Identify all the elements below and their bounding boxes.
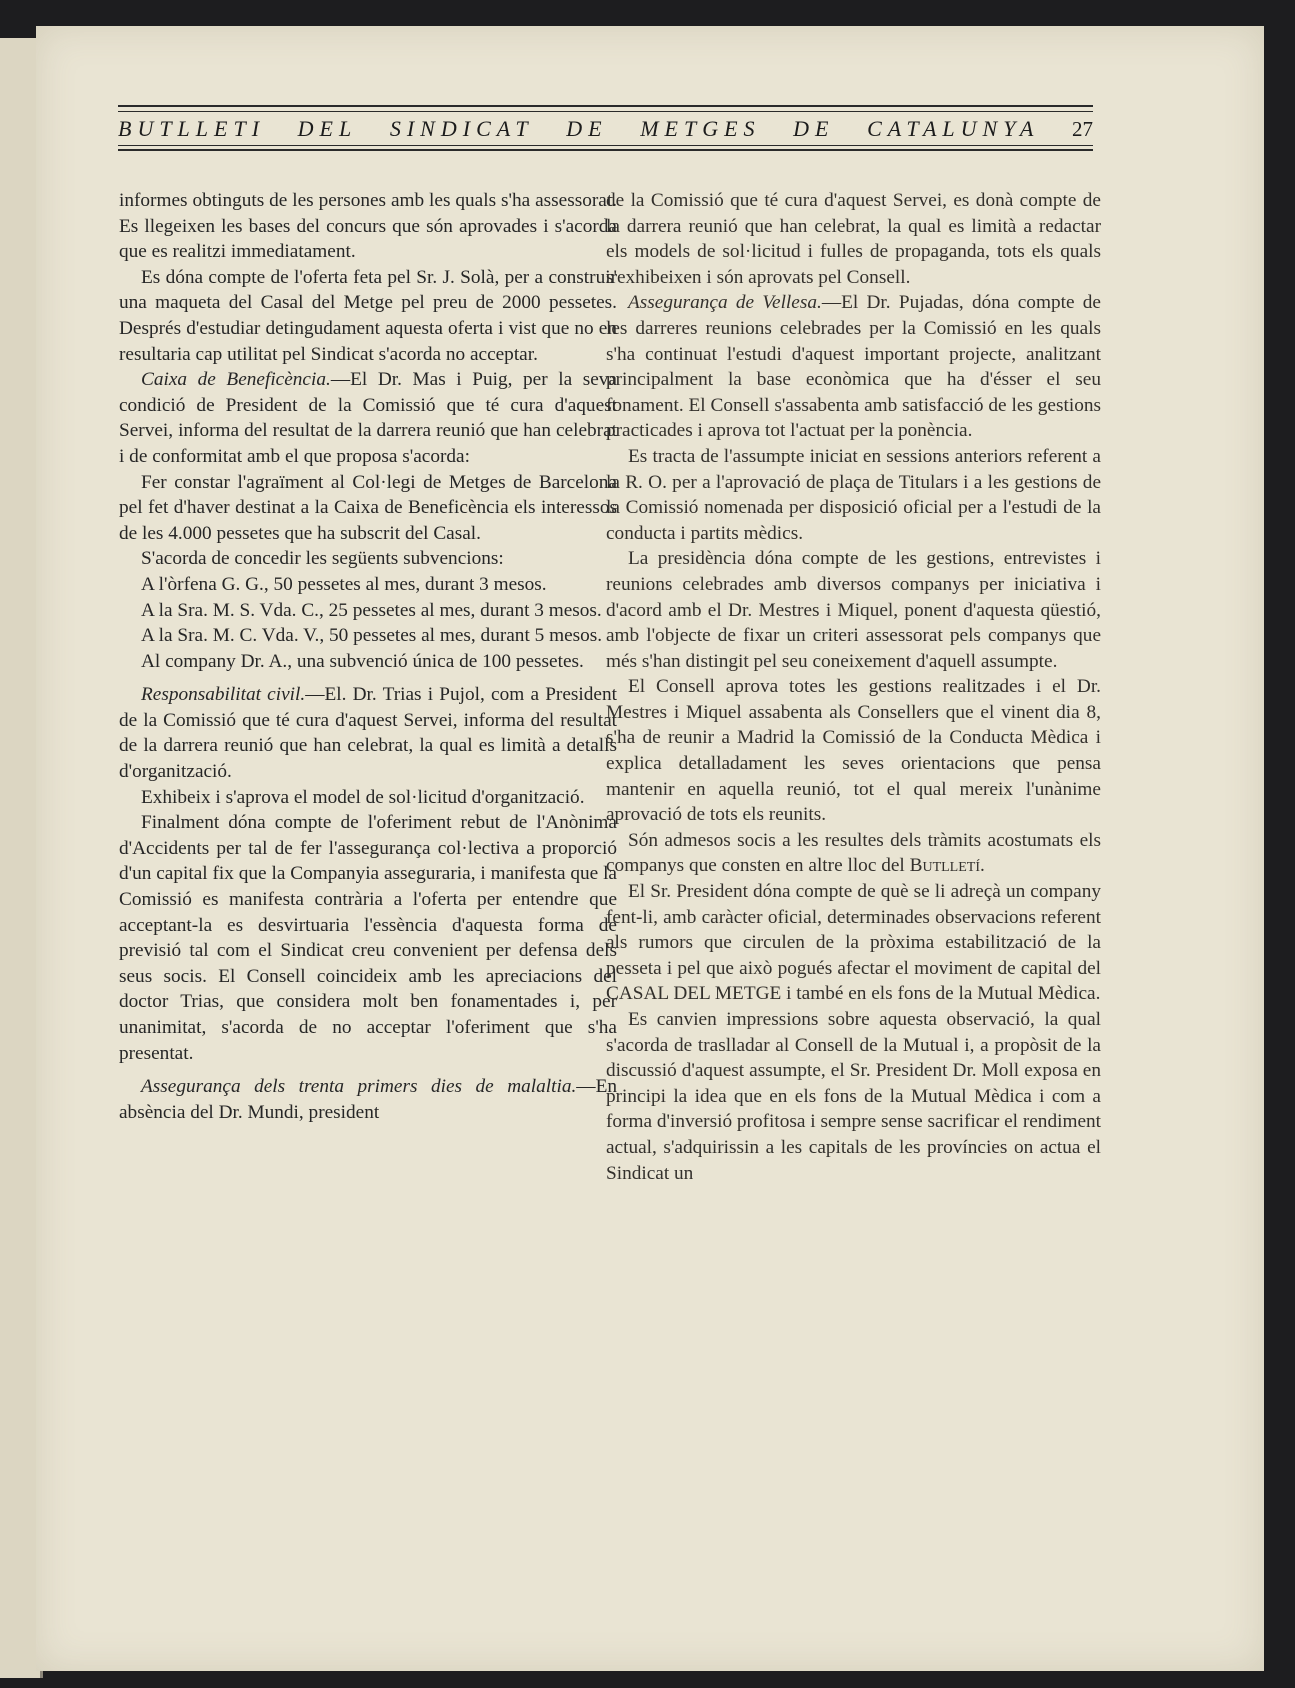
paragraph-text: A la Sra. M. S. Vda. C., 25 pessetes al mes, durant 3 mesos. — [141, 599, 602, 621]
paragraph — [606, 444, 1101, 546]
paragraph-text: A l'òrfena G. G., 50 pessetes al mes, durant 3 mesos. — [141, 573, 547, 595]
paragraph — [606, 674, 1101, 828]
paragraph — [119, 1074, 617, 1125]
right-text-column — [606, 188, 1101, 1186]
paragraph — [606, 1007, 1101, 1186]
header-word: BUTLLETI — [118, 116, 266, 141]
paragraph — [119, 810, 617, 1066]
paragraph — [606, 290, 1101, 444]
left-text-column — [119, 188, 617, 1125]
paragraph — [119, 265, 617, 367]
paragraph-text: Són admesos socis a les resultes dels tràmits acostumats els companys que consten en altre lloc del — [606, 829, 1101, 877]
section-lead: Assegurança de Vellesa. — [628, 292, 822, 314]
header-word: DEL — [297, 116, 358, 141]
section-lead: Assegurança dels trenta primers dies de malaltia. — [141, 1076, 577, 1098]
paragraph-text: Es tracta de l'assumpte iniciat en sessions anteriors referent a la R. O. per a l'aprovació de plaça de Titulars i a les gestions de la Comissió nomenada per disposició oficial per a l'estudi de la conducta i partits mèdics. — [606, 445, 1101, 544]
paragraph-text: —El Dr. Pujadas, dóna compte de les darreres reunions celebrades per la Comissió en les quals s'ha continuat l'estudi d'aquest important projecte, analitzant principalment la base econòmica que ha d'ésser el seu fonament. El Consell s'assabenta amb satisfacció de les gestions practicades i aprova tot l'actuat per la ponència. — [606, 292, 1101, 442]
paragraph — [606, 828, 1101, 879]
header-rule-top — [118, 105, 1093, 112]
section-lead: Responsabilitat civil. — [141, 684, 306, 706]
paragraph — [606, 879, 1101, 1007]
paragraph — [119, 649, 617, 675]
paragraph — [119, 470, 617, 547]
paragraph-text: —El Dr. Mas i Puig, per la seva condició de President de la Comissió que té cura d'aquest Servei, informa del resultat de la darrera reunió que han celebrat i de conformitat amb el que proposa s'acorda: — [119, 369, 617, 467]
header-title-row — [118, 112, 1093, 145]
paragraph-text: Es dóna compte de l'oferta feta pel Sr. J. Solà, per a construir una maqueta del Casal del Metge pel preu de 2000 pessetes. Després d'estudiar detingudament aquesta oferta i vist que no en resultaria cap utilitat pel Sindicat s'acorda no acceptar. — [119, 266, 617, 365]
header-word: DE — [566, 116, 608, 141]
header-word: CATALUNYA — [867, 116, 1040, 141]
paragraph-text: La presidència dóna compte de les gestions, entrevistes i reunions celebrades amb diversos companys per iniciativa i d'acord amb el Dr. Mestres i Miquel, ponent d'aquesta qüestió, amb l'objecte de fixar un criteri assessorat pels companys que més s'han distingit pel seu coneixement d'aquell assumpte. — [606, 548, 1101, 672]
paragraph — [606, 188, 1101, 290]
paragraph — [119, 785, 617, 811]
paragraph — [119, 546, 617, 572]
paragraph — [119, 188, 617, 265]
page-number: 27 — [1072, 116, 1093, 141]
header-word: METGES — [640, 116, 761, 141]
paragraph-text: A la Sra. M. C. Vda. V., 50 pessetes al mes, durant 5 mesos. — [141, 625, 603, 647]
paragraph-text: Es canvien impressions sobre aquesta observació, la qual s'acorda de traslladar al Consell de la Mutual i, a propòsit de la discussió d'aquest assumpte, el Sr. President Dr. Moll exposa en principi la idea que en els fons de la Mutual Mèdica i com a forma d'inversió profitosa i sempre sense sacrificar el rendiment actual, s'adquirissin a les capitals de les províncies on actua el Sindicat un — [606, 1009, 1101, 1184]
paragraph-text: El Consell aprova totes les gestions realitzades i el Dr. Mestres i Miquel assabenta als Consellers que el vinent dia 8, s'ha de reunir a Madrid la Comissió de la Conducta Mèdica i explica detalladament les seves orientacions que pensa mantenir en aquella reunió, tot el qual mereix l'unànime aprovació de tots els reunits. — [606, 676, 1101, 826]
paragraph — [119, 623, 617, 649]
paragraph-text: S'acorda de concedir les següents subvencions: — [141, 548, 504, 570]
header-rule-bottom — [118, 145, 1093, 151]
paragraph — [119, 572, 617, 598]
header-word: DE — [793, 116, 835, 141]
paragraph — [119, 682, 617, 784]
paragraph-text: Exhibeix i s'aprova el model de sol·licitud d'organització. — [141, 786, 585, 808]
paragraph-text: El Sr. President dóna compte de què se li adreçà un company fent-li, amb caràcter oficial, determinades observacions referent als rumors que circulen de la pròxima estabilització de la pesseta i pel que això pogués afectar el moviment de capital del CASAL DEL METGE i també en els fons de la Mutual Mèdica. — [606, 881, 1101, 1005]
paragraph-text: Fer constar l'agraïment al Col·legi de Metges de Barcelona pel fet d'haver destinat a la Caixa de Beneficència els interessos de les 4.000 pessetes que ha subscrit del Casal. — [119, 471, 617, 544]
paragraph-text: —En absència del Dr. Mundi, president — [119, 1076, 617, 1123]
paragraph — [606, 546, 1101, 674]
header-word: SINDICAT — [389, 116, 534, 141]
paragraph-text: informes obtinguts de les persones amb les quals s'ha assessorat. Es llegeixen les bases del concurs que són aprovades i s'acorda que es realitzi immediatament. — [119, 190, 617, 263]
paragraph-text: Al company Dr. A., una subvenció única de 100 pessetes. — [141, 650, 584, 672]
paragraph — [119, 367, 617, 469]
running-header — [118, 105, 1093, 151]
bulletin-name: Butlletí — [909, 855, 980, 877]
paragraph-text: Finalment dóna compte de l'oferiment rebut de l'Anònima d'Accidents per tal de fer l'assegurança col·lectiva a proporció d'un capital fix que la Companyia asseguraria, i manifesta que la Comissió es manifesta contrària a l'oferta per entendre que acceptant-la es desvirtuaria l'essència d'aquesta forma de previsió tal com el Sindicat creu convenient per defensa dels seus socis. El Consell coincideix amb les apreciacions del doctor Trias, que considera molt ben fonamentades i, per unanimitat, s'acorda de no acceptar l'oferiment que s'ha presentat. — [119, 812, 617, 1064]
paragraph — [119, 598, 617, 624]
paragraph-text: —El. Dr. Trias i Pujol, com a President de la Comissió que té cura d'aquest Servei, informa del resultat de la darrera reunió que han celebrat, la qual es limità a detalls d'organització. — [119, 684, 617, 783]
paragraph-text: de la Comissió que té cura d'aquest Servei, es donà compte de la darrera reunió que han celebrat, la qual es limità a redactar els models de sol·licitud i fulles de propaganda, tots els quals s'exhibeixen i són aprovats pel Consell. — [606, 190, 1101, 288]
section-lead: Caixa de Beneficència. — [141, 369, 331, 391]
paragraph-tail: . — [980, 855, 985, 877]
